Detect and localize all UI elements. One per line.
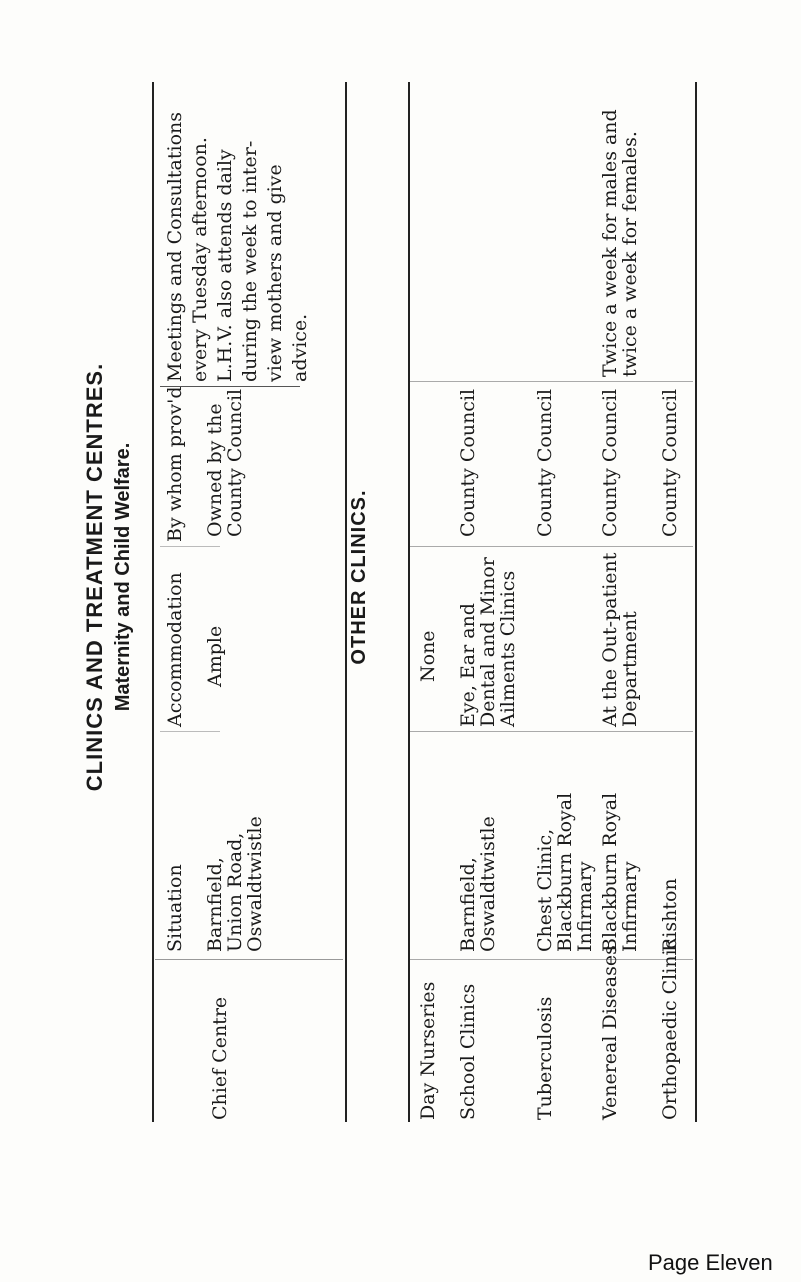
clinic-situation: Rishton [659, 878, 681, 952]
clinic-situation: Oswaldtwistle [477, 816, 499, 952]
clinic-situation: Barnfield, [457, 857, 479, 952]
col-divider [155, 959, 343, 960]
provider-line: Owned by the [204, 403, 226, 537]
accommodation-header: Accommodation [164, 572, 186, 727]
clinic-provider: County Council [457, 388, 479, 537]
clinic-services: Eye, Ear and [457, 603, 479, 727]
clinic-name: School Clinics [457, 983, 479, 1120]
clinic-notes: Twice a week for males and [599, 109, 621, 377]
clinic-name: Orthopaedic Clinic [659, 938, 681, 1120]
table-rule-bottom [345, 82, 347, 1122]
clinic-provider: County Council [534, 388, 556, 537]
clinic-situation: Infirmary [619, 861, 641, 952]
page-footer: Page Eleven [648, 1250, 773, 1275]
notes-line: Meetings and Consultations [164, 112, 186, 382]
table-rule-top [152, 82, 154, 1122]
clinic-provider: County Council [659, 388, 681, 537]
situation-line: Oswaldtwistle [244, 816, 266, 952]
clinic-name: Day Nurseries [417, 981, 439, 1120]
col-divider [410, 546, 693, 547]
table-rule-top [408, 82, 410, 1122]
notes-line: during the week to inter- [239, 140, 261, 382]
provider-line: County Council [224, 388, 246, 537]
page-title: CLINICS AND TREATMENT CENTRES. [82, 362, 107, 792]
clinic-services: Dental and Minor [477, 557, 499, 727]
situation-header: Situation [164, 864, 186, 952]
clinic-situation: Chest Clinic, [534, 828, 556, 952]
clinic-services: Department [619, 611, 641, 727]
clinic-services: Ailments Clinics [497, 570, 519, 727]
notes-line: advice. [289, 313, 311, 382]
col-divider [160, 731, 220, 732]
page-subtitle: Maternity and Child Welfare. [112, 442, 134, 712]
notes-line: every Tuesday afternoon. [189, 137, 211, 382]
table-rule-bottom [695, 82, 697, 1122]
notes-line: L.H.V. also attends daily [214, 149, 236, 382]
clinic-notes: twice a week for females. [619, 131, 641, 377]
col-divider [410, 381, 693, 382]
col-divider [410, 959, 693, 960]
clinic-situation: Infirmary [574, 861, 596, 952]
clinic-situation: Blackburn Royal [554, 792, 576, 952]
clinic-services: At the Out-patient [599, 552, 621, 727]
clinic-situation: Blackburn Royal [599, 792, 621, 952]
situation-line: Barnfield, [204, 857, 226, 952]
clinic-name: Venereal Diseases [599, 945, 621, 1120]
notes-line: view mothers and give [264, 164, 286, 382]
col-divider [160, 546, 220, 547]
provider-header: By whom prov'd [164, 386, 186, 542]
accommodation-value: Ample [204, 625, 226, 687]
clinic-provider: County Council [599, 388, 621, 537]
col-divider [410, 731, 693, 732]
situation-line: Union Road, [224, 832, 246, 952]
clinic-services: None [417, 630, 439, 682]
clinic-name: Tuberculosis [534, 996, 556, 1120]
section-heading: OTHER CLINICS. [348, 489, 370, 665]
chief-centre-label: Chief Centre [209, 996, 231, 1120]
